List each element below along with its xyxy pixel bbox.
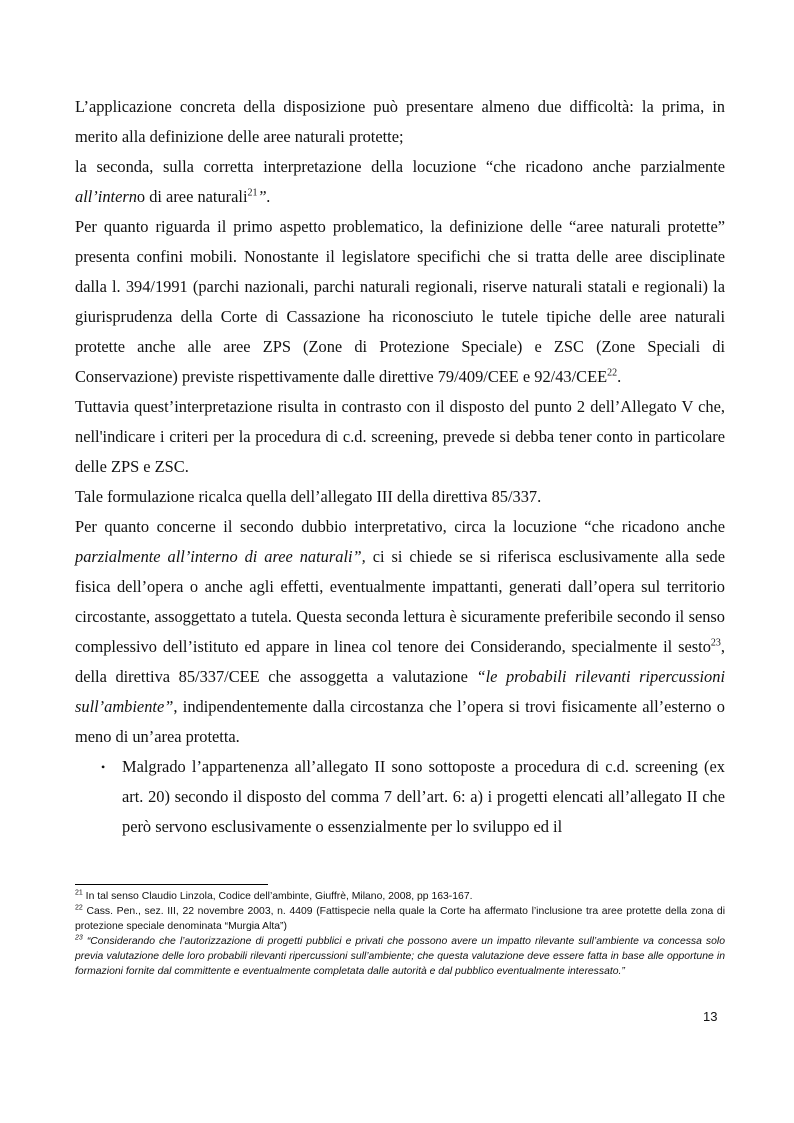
paragraph-6-text-mid: , della direttiva 85/337/CEE che assoggetta a valutazione xyxy=(75,637,725,686)
footnote-text: “Considerando che l’autorizzazione di progetti pubblici e privati che possono avere un impatto rilevante sull’ambiente va concessa solo previa valutazione delle loro probabili rilevanti ripercussioni sull’ambiente; che questa valutazione deve essere fatta in base alle opportune in formazioni fornite dal committente e eventualmente completata dalle autorità e dal pubblico eventualmente interessato.” xyxy=(75,936,725,977)
body-text xyxy=(75,92,725,842)
footnote-text: Cass. Pen., sez. III, 22 novembre 2003, n. 4409 (Fattispecie nella quale la Corte ha affermato l’inclusione tra aree protette della zona di protezione speciale denominata “Murgia Alta”) xyxy=(75,906,725,932)
footnote-ref-23[interactable]: 23 xyxy=(710,637,721,649)
footnote-text: In tal senso Claudio Linzola, Codice dell’ambinte, Giuffrè, Milano, 2008, pp 163-167. xyxy=(82,891,473,902)
bullet-item xyxy=(75,752,725,842)
paragraph-6-quote: “le probabili rilevanti ripercussioni sull’ambiente” xyxy=(75,667,725,716)
paragraph-6-text-cont: ci si chiede se si riferisca esclusivamente alla sede fisica dell’opera o anche agli effetti, eventualmente impattanti, generati dall’opera sul territorio circostante, assoggettato a tutela. Questa seconda lettura è sicuramente preferibile secondo il senso complessivo dell’istituto ed appare in linea col tenore dei Considerando, specialmente il sesto xyxy=(75,547,725,656)
footnote-ref-21[interactable]: 21 xyxy=(247,187,258,199)
footnote-23 xyxy=(75,934,725,979)
bullet-item-text: Malgrado l’appartenenza all’allegato II sono sottoposte a procedura di c.d. screening (ex art. 20) secondo il disposto del comma 7 dell’art. 6: a) i progetti elencati all’allegato II che però servono esclusivamente o essenzialmente per lo sviluppo ed il xyxy=(122,757,725,836)
paragraph-2-text-cont: o di aree naturali xyxy=(136,187,248,206)
paragraph-4: Tuttavia quest’interpretazione risulta in contrasto con il disposto del punto 2 dell’Allegato V che, nell'indicare i criteri per la procedura di c.d. screening, prevede si debba tener conto in particolare delle ZPS e ZSC. xyxy=(75,397,725,476)
paragraph-6 xyxy=(75,512,725,752)
footnote-number: 21 xyxy=(75,889,83,897)
paragraph-1: L’applicazione concreta della disposizione può presentare almeno due difficoltà: la prima, in merito alla definizione delle aree naturali protette; xyxy=(75,97,725,146)
footnote-number: 23 xyxy=(75,934,83,942)
paragraph-2-end: ”. xyxy=(257,187,271,206)
paragraph-6-end: , indipendentemente dalla circostanza che l’opera si trovi fisicamente all’esterno o meno di un’area protetta. xyxy=(75,697,725,746)
paragraph-5: Tale formulazione ricalca quella dell’allegato III della direttiva 85/337. xyxy=(75,487,542,506)
page-number: 13 xyxy=(703,1009,718,1024)
paragraph-3-text: Per quanto riguarda il primo aspetto problematico, la definizione delle “aree naturali protette” presenta confini mobili. Nonostante il legislatore specifichi che si tratta delle aree disciplinate dalla l. 394/1991 (parchi nazionali, parchi naturali regionali, riserve naturali statali e regionali) la giurisprudenza della Corte di Cassazione ha riconosciuto le tutele tipiche delle aree naturali protette anche alle aree ZPS (Zone di Protezione Speciale) e ZSC (Zone Speciali di Conservazione) previste rispettivamente dalle direttive 79/409/CEE e 92/43/CEE xyxy=(75,217,725,386)
footnote-ref-22[interactable]: 22 xyxy=(607,367,618,379)
paragraph-3-end: . xyxy=(617,367,622,386)
footnote-number: 22 xyxy=(75,904,83,912)
paragraph-3 xyxy=(75,212,725,392)
footnote-22 xyxy=(75,904,725,934)
paragraph-2-text: la seconda, sulla corretta interpretazione della locuzione “che ricadono anche parzialmente xyxy=(75,157,725,176)
paragraph-6-text: Per quanto concerne il secondo dubbio interpretativo, circa la locuzione “che ricadono anche xyxy=(75,517,725,536)
paragraph-2-italic: all’intern xyxy=(75,187,137,206)
footnote-separator xyxy=(75,884,268,885)
footnote-21 xyxy=(75,889,725,904)
paragraph-2 xyxy=(75,152,725,212)
bullet-icon: • xyxy=(101,760,106,774)
footnotes xyxy=(75,884,725,979)
paragraph-6-italic: parzialmente all’interno di aree naturali”, xyxy=(75,547,366,566)
